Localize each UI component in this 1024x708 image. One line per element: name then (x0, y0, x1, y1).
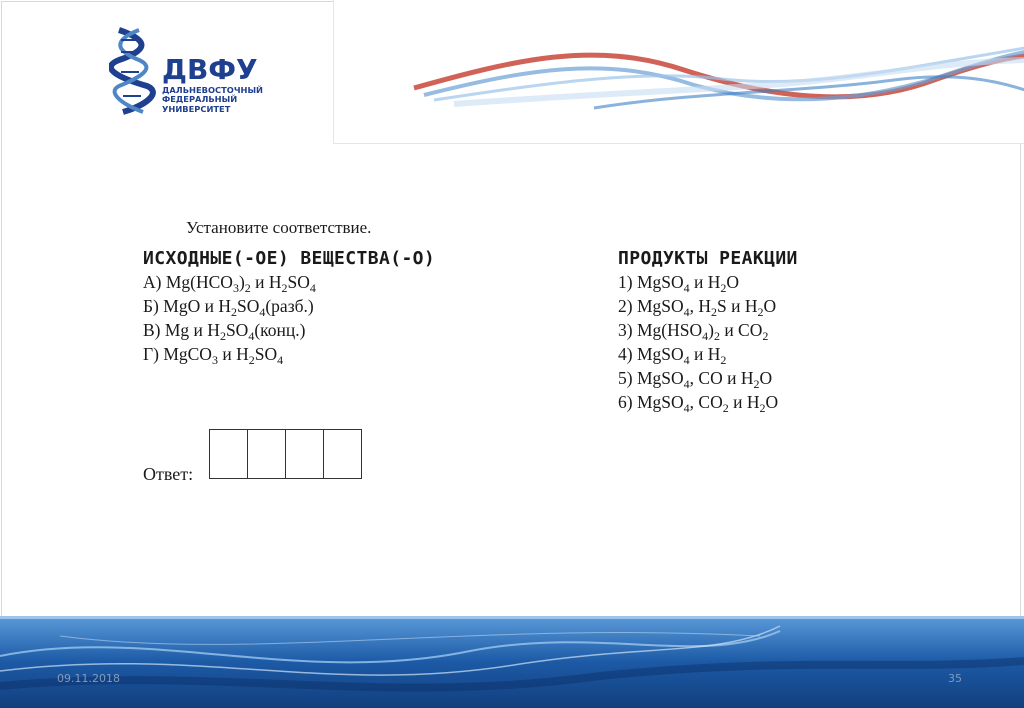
chemical-formula: MgSO$_4$, CO и $H_2O$ (636, 368, 773, 391)
dna-helix-icon (109, 26, 159, 116)
product-item (618, 368, 772, 389)
chemical-formula: MgSO$_4$ и $H_2$ (636, 344, 727, 367)
chemical-formula: MgO и $H_2SO_4(разб.)$ (163, 296, 314, 319)
reactant-item (143, 344, 283, 365)
page-number: 35 (948, 672, 962, 685)
chemical-formula: MgSO$_4$, $H_2S$ и $H_2O$ (636, 296, 777, 319)
reactant-item (143, 296, 314, 317)
item-prefix: 4) (618, 344, 637, 364)
answer-label: Ответ: (143, 464, 194, 484)
header-waves-decoration (334, 0, 1024, 143)
answer-cell[interactable] (209, 429, 248, 479)
task-instruction: Установите соответствие. (186, 218, 372, 237)
item-prefix: А) (143, 272, 166, 292)
chemical-formula: Mg и $H_2SO_4(конц.)$ (164, 320, 306, 343)
answer-cell[interactable] (285, 429, 324, 479)
reactant-item (143, 272, 316, 293)
item-prefix: 3) (618, 320, 637, 340)
logo-title: ДВФУ (162, 53, 258, 86)
product-item (618, 392, 778, 413)
reactant-item (143, 320, 305, 341)
item-prefix: 1) (618, 272, 637, 292)
product-item (618, 296, 776, 317)
footer-date: 09.11.2018 (57, 672, 120, 685)
chemical-formula: $Mg(HCO_3)_2$ и $H_2SO_4$ (165, 272, 316, 295)
answer-cell[interactable] (323, 429, 362, 479)
item-prefix: В) (143, 320, 165, 340)
university-logo (109, 26, 264, 116)
logo-subtitle-line: ДАЛЬНЕВОСТОЧНЫЙ (162, 85, 264, 95)
product-item (618, 272, 739, 293)
left-column-header: ИСХОДНЫЕ(-ОЕ) ВЕЩЕСТВА(-О) (143, 248, 436, 269)
logo-subtitle-line: УНИВЕРСИТЕТ (162, 103, 231, 114)
logo-subtitle (162, 86, 262, 114)
answer-grid (209, 429, 362, 479)
footer-waves-decoration (0, 616, 1024, 708)
answer-cell[interactable] (247, 429, 286, 479)
chemical-formula: MgSO$_4$ и $H_2O$ (636, 272, 740, 295)
item-prefix: 5) (618, 368, 637, 388)
header-band (333, 0, 1024, 144)
right-column-header: ПРОДУКТЫ РЕАКЦИИ (618, 248, 798, 269)
product-item (618, 320, 768, 341)
chemical-formula: MgCO$_3$ и $H_2SO_4$ (163, 344, 284, 367)
item-prefix: 2) (618, 296, 637, 316)
item-prefix: 6) (618, 392, 637, 412)
product-item (618, 344, 726, 365)
chemical-formula: MgSO$_4$, $CO_2$ и $H_2O$ (636, 392, 779, 415)
footer-band (0, 616, 1024, 708)
item-prefix: Г) (143, 344, 164, 364)
chemical-formula: $Mg(HSO_4)_2$ и $CO_2$ (636, 320, 769, 343)
logo-subtitle-line: ФЕДЕРАЛЬНЫЙ (162, 94, 238, 105)
item-prefix: Б) (143, 296, 164, 316)
